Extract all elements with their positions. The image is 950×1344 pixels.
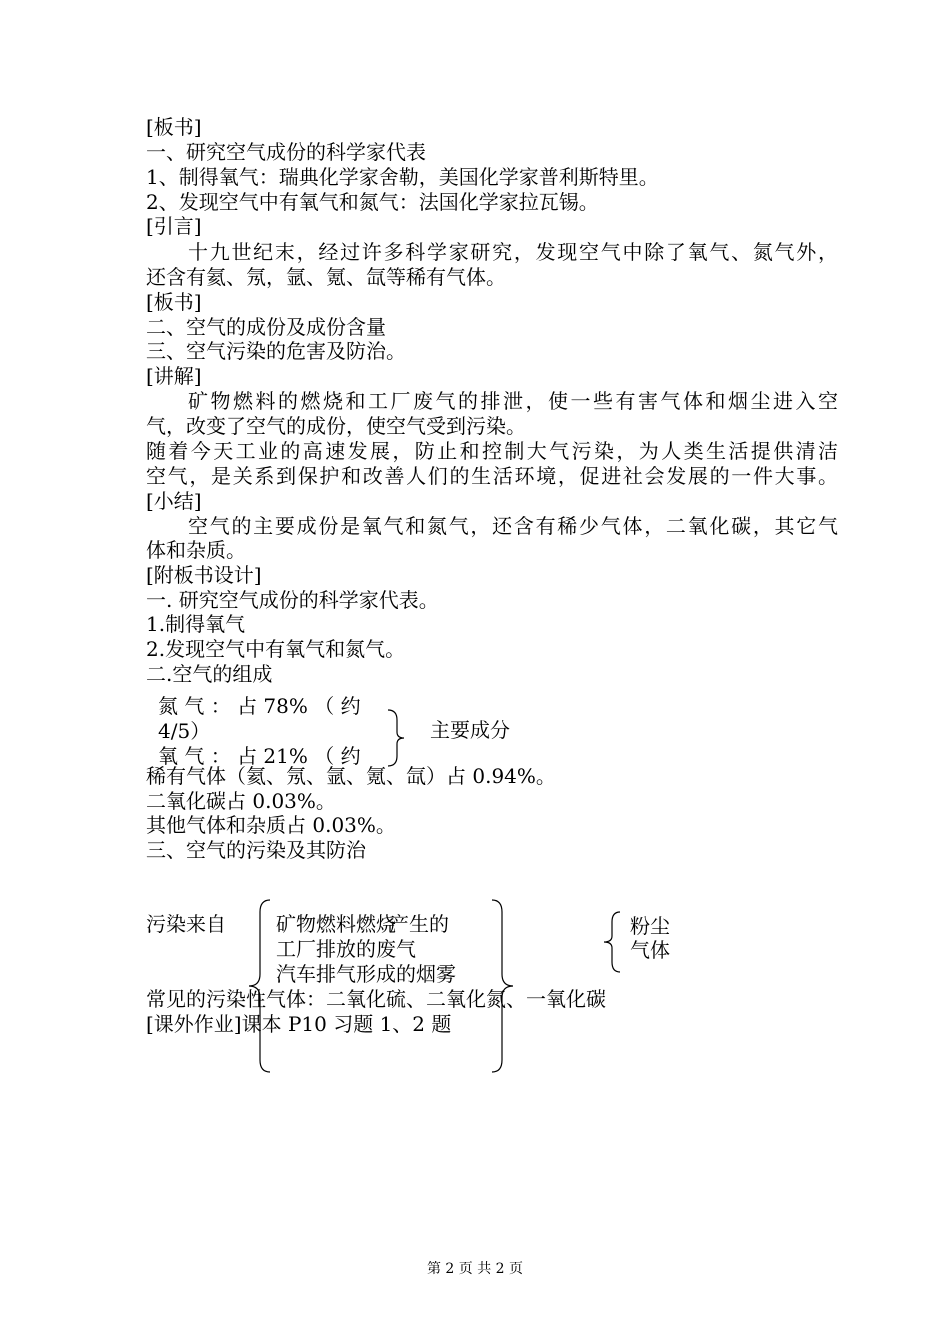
nitrogen-fraction: 4/5） [158,719,211,743]
section-composition: 二、空气的成份及成份含量 [146,315,386,339]
pollutant-dust: 粉尘 [630,914,670,938]
summary-text-2: 体和杂质。 [146,538,246,562]
common-pollutant-gases: 常见的污染性气体：二氧化硫、二氧化氮、一氧化碳 [146,987,606,1011]
other-gas-share: 其他气体和杂质占 0.03%。 [146,813,396,837]
section-pollution: 三、空气污染的危害及防治。 [146,339,406,363]
rare-gas-share: 稀有气体（氦、氖、氩、氪、氙）占 0.94%。 [146,764,556,788]
pollutant-type-brace [600,910,624,974]
pollution-source-right-brace [486,898,516,1074]
section-scientists: 一、研究空气成份的科学家代表 [146,140,426,164]
summary-text-1: 空气的主要成份是氧气和氮气，还含有稀少气体，二氧化碳，其它气 [188,514,838,538]
design-item-1: 一. 研究空气成份的科学家代表。 [146,588,439,612]
source-produced: 产生的 [389,912,449,936]
source-vehicle: 汽车排气形成的烟雾 [276,962,456,986]
heading-intro: [引言] [146,214,202,238]
design-item-1-1: 1.制得氧气 [146,612,246,636]
heading-summary: [小结] [146,489,202,513]
homework: [课外作业]课本 P10 习题 1、2 题 [146,1012,452,1036]
intro-text-1: 十九世纪末，经过许多科学家研究，发现空气中除了氧气、氮气外， [188,240,838,264]
heading-lecture: [讲解] [146,364,202,388]
lecture-text-1: 矿物燃料的燃烧和工厂废气的排泄，使一些有害气体和烟尘进入空 [188,389,838,413]
pollutant-gas: 气体 [630,938,670,962]
design-item-1-2: 2.发现空气中有氧气和氮气。 [146,637,406,661]
lecture-text-4: 空气，是关系到保护和改善人们的生活环境，促进社会发展的一件大事。 [146,464,838,488]
source-mineral-fuel: 矿物燃料燃烧 [276,912,396,936]
section-pollution-control: 三、空气的污染及其防治 [146,838,366,862]
oxygen-share: 氧 气 ： 占 21% （ 约 [158,744,361,768]
page-footer: 第 2 页 共 2 页 [426,1261,524,1277]
lecture-text-3: 随着今天工业的高速发展，防止和控制大气污染，为人类生活提供清洁 [146,439,838,463]
main-component-brace [384,708,408,768]
design-item-2: 二.空气的组成 [146,662,273,686]
nitrogen-share: 氮 气 ： 占 78% （ 约 [158,694,361,718]
item-oxygen-discovery: 1、制得氧气：瑞典化学家舍勒，美国化学家普利斯特里。 [146,165,659,189]
item-lavoisier: 2、发现空气中有氧气和氮气：法国化学家拉瓦锡。 [146,190,599,214]
intro-text-2: 还含有氦、氖，氩、氪、氙等稀有气体。 [146,265,506,289]
heading-board-design: [附板书设计] [146,563,262,587]
co2-share: 二氧化碳占 0.03%。 [146,789,336,813]
main-component-label: 主要成分 [430,718,510,742]
heading-board-1: [板书] [146,115,202,139]
source-factory: 工厂排放的废气 [276,937,416,961]
pollution-source-left-brace [246,898,276,1074]
lecture-text-2: 气，改变了空气的成份，使空气受到污染。 [146,414,526,438]
pollution-source-label: 污染来自 [146,912,226,936]
heading-board-2: [板书] [146,290,202,314]
